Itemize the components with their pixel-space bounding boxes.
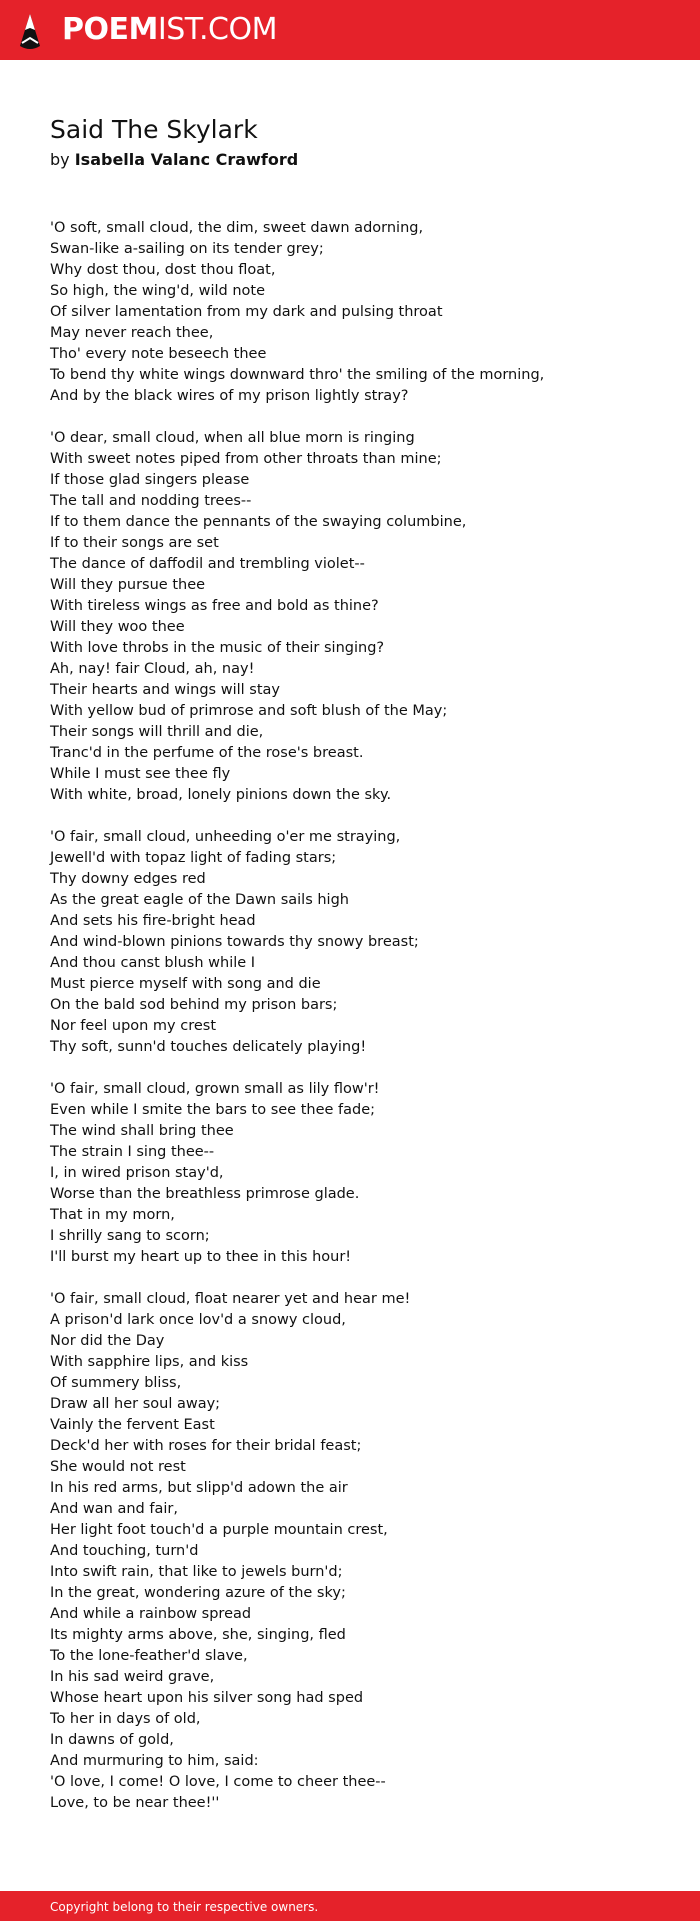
poem-line: In his sad weird grave, bbox=[50, 1669, 215, 1685]
poem-line: Tho' every note beseech thee bbox=[50, 346, 267, 362]
poem-line: Jewell'd with topaz light of fading stars; bbox=[50, 850, 337, 866]
poem-line: As the great eagle of the Dawn sails high bbox=[50, 892, 349, 908]
poem-line: If those glad singers please bbox=[50, 472, 250, 488]
poem-stanza bbox=[50, 1079, 670, 1268]
poem-line: 'O fair, small cloud, float nearer yet and hear me! bbox=[50, 1291, 411, 1307]
poem-line: The strain I sing thee-- bbox=[50, 1144, 215, 1160]
poem-line: And while a rainbow spread bbox=[50, 1606, 252, 1622]
poem-line: I shrilly sang to scorn; bbox=[50, 1228, 210, 1244]
poem-line: In his red arms, but slipp'd adown the air bbox=[50, 1480, 348, 1496]
poem-line: Worse than the breathless primrose glade. bbox=[50, 1186, 360, 1202]
poem-line: 'O love, I come! O love, I come to cheer thee-- bbox=[50, 1774, 386, 1790]
poem-line: And wan and fair, bbox=[50, 1501, 178, 1517]
poem-line: Their hearts and wings will stay bbox=[50, 682, 280, 698]
poem-line: The tall and nodding trees-- bbox=[50, 493, 252, 509]
poem-line: Thy soft, sunn'd touches delicately playing! bbox=[50, 1039, 367, 1055]
site-header bbox=[0, 0, 700, 60]
poem-line: And thou canst blush while I bbox=[50, 955, 256, 971]
poem-stanza bbox=[50, 428, 670, 806]
poem-line: If to their songs are set bbox=[50, 535, 219, 551]
poem-line: And touching, turn'd bbox=[50, 1543, 199, 1559]
poem-line: Their songs will thrill and die, bbox=[50, 724, 264, 740]
poem-line: To the lone-feather'd slave, bbox=[50, 1648, 248, 1664]
poem-heading bbox=[50, 113, 298, 171]
poem-stanza bbox=[50, 827, 670, 1058]
logo-light-text: IST.COM bbox=[157, 12, 277, 47]
poem-line: 'O dear, small cloud, when all blue morn is ringing bbox=[50, 430, 415, 446]
poem-line: Of silver lamentation from my dark and pulsing throat bbox=[50, 304, 443, 320]
poem-line: To her in days of old, bbox=[50, 1711, 201, 1727]
poem-line: With sweet notes piped from other throats than mine; bbox=[50, 451, 442, 467]
poem-line: Thy downy edges red bbox=[50, 871, 206, 887]
poem-line: Why dost thou, dost thou float, bbox=[50, 262, 276, 278]
copyright-text: Copyright belong to their respective owners. bbox=[50, 1900, 319, 1914]
by-label: by bbox=[50, 150, 70, 169]
byline bbox=[50, 149, 298, 171]
poem-line: And murmuring to him, said: bbox=[50, 1753, 259, 1769]
pen-nib-icon bbox=[18, 12, 42, 52]
poem-line: And wind-blown pinions towards thy snowy breast; bbox=[50, 934, 419, 950]
poem-line: Vainly the fervent East bbox=[50, 1417, 215, 1433]
poem-line: Will they pursue thee bbox=[50, 577, 206, 593]
poem-line: With sapphire lips, and kiss bbox=[50, 1354, 249, 1370]
poem-line: With tireless wings as free and bold as thine? bbox=[50, 598, 379, 614]
poem-line: With love throbs in the music of their singing? bbox=[50, 640, 385, 656]
author-name: Isabella Valanc Crawford bbox=[74, 150, 299, 169]
poem-line: The wind shall bring thee bbox=[50, 1123, 234, 1139]
poem-line: Love, to be near thee!'' bbox=[50, 1795, 220, 1811]
poem-line: If to them dance the pennants of the swaying columbine, bbox=[50, 514, 467, 530]
poem-line: 'O fair, small cloud, grown small as lily flow'r! bbox=[50, 1081, 380, 1097]
poem-line: And sets his fire-bright head bbox=[50, 913, 256, 929]
poem-line: Nor feel upon my crest bbox=[50, 1018, 217, 1034]
poem-line: Its mighty arms above, she, singing, fled bbox=[50, 1627, 346, 1643]
poem-line: So high, the wing'd, wild note bbox=[50, 283, 266, 299]
poem-line: Of summery bliss, bbox=[50, 1375, 182, 1391]
poem-line: Must pierce myself with song and die bbox=[50, 976, 321, 992]
poem-line: To bend thy white wings downward thro' the smiling of the morning, bbox=[50, 367, 545, 383]
site-logo[interactable] bbox=[62, 11, 277, 49]
poem-line: Swan-like a-sailing on its tender grey; bbox=[50, 241, 324, 257]
poem-line: Will they woo thee bbox=[50, 619, 185, 635]
poem-line: 'O fair, small cloud, unheeding o'er me straying, bbox=[50, 829, 401, 845]
poem-line: Draw all her soul away; bbox=[50, 1396, 221, 1412]
poem-line: Deck'd her with roses for their bridal feast; bbox=[50, 1438, 362, 1454]
poem-line: I'll burst my heart up to thee in this hour! bbox=[50, 1249, 352, 1265]
poem-stanza bbox=[50, 218, 670, 407]
poem-line: Whose heart upon his silver song had sped bbox=[50, 1690, 364, 1706]
poem-line: She would not rest bbox=[50, 1459, 186, 1475]
poem-line: That in my morn, bbox=[50, 1207, 175, 1223]
poem-line: While I must see thee fly bbox=[50, 766, 231, 782]
poem-body bbox=[50, 218, 670, 1835]
poem-line: May never reach thee, bbox=[50, 325, 214, 341]
poem-line: With white, broad, lonely pinions down the sky. bbox=[50, 787, 392, 803]
poem-line: Her light foot touch'd a purple mountain crest, bbox=[50, 1522, 388, 1538]
logo-bold-text: POEM bbox=[62, 12, 158, 47]
poem-line: Even while I smite the bars to see thee fade; bbox=[50, 1102, 376, 1118]
site-footer bbox=[0, 1891, 700, 1921]
poem-line: Nor did the Day bbox=[50, 1333, 165, 1349]
poem-line: On the bald sod behind my prison bars; bbox=[50, 997, 338, 1013]
poem-stanza bbox=[50, 1289, 670, 1814]
poem-line: In dawns of gold, bbox=[50, 1732, 174, 1748]
poem-line: Tranc'd in the perfume of the rose's breast. bbox=[50, 745, 364, 761]
poem-line: Ah, nay! fair Cloud, ah, nay! bbox=[50, 661, 255, 677]
poem-line: With yellow bud of primrose and soft blush of the May; bbox=[50, 703, 448, 719]
poem-line: Into swift rain, that like to jewels burn'd; bbox=[50, 1564, 343, 1580]
poem-line: 'O soft, small cloud, the dim, sweet dawn adorning, bbox=[50, 220, 424, 236]
poem-line: I, in wired prison stay'd, bbox=[50, 1165, 224, 1181]
poem-line: And by the black wires of my prison lightly stray? bbox=[50, 388, 409, 404]
poem-line: The dance of daffodil and trembling violet-- bbox=[50, 556, 365, 572]
poem-title: Said The Skylark bbox=[50, 115, 258, 144]
poem-line: A prison'd lark once lov'd a snowy cloud, bbox=[50, 1312, 346, 1328]
poem-line: In the great, wondering azure of the sky; bbox=[50, 1585, 346, 1601]
